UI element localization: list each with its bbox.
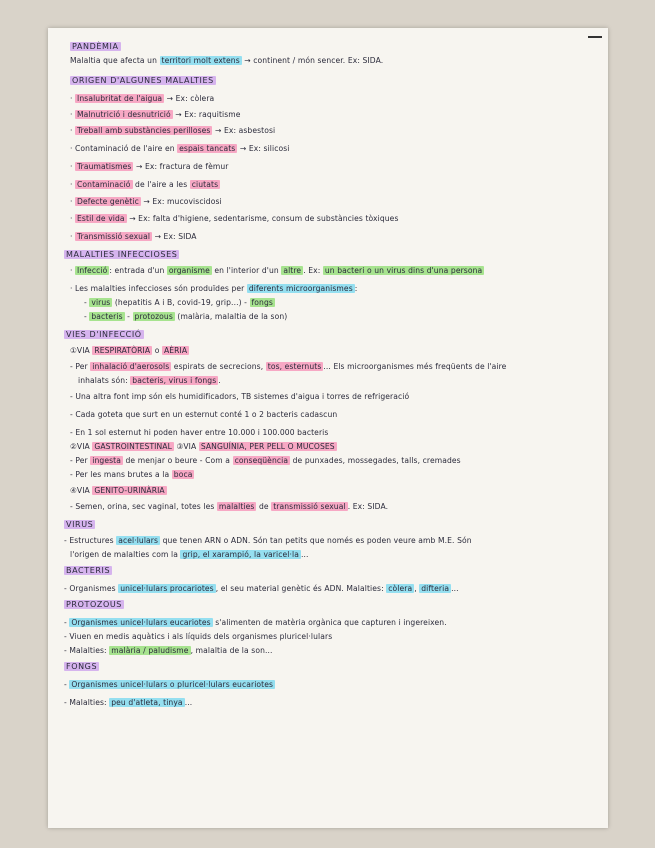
highlighted-text: FONGS [66, 662, 98, 671]
highlighted-text: VIRUS [66, 520, 94, 529]
highlighted-text: diferents microorganismes [248, 284, 353, 293]
highlighted-text: AÈRIA [163, 346, 188, 355]
text-segment: → Ex: mucoviscidosi [140, 197, 222, 206]
highlighted-text: malària / paludisme [111, 646, 189, 655]
highlighted-text: conseqüència [234, 456, 289, 465]
text-segment: , malaltia de la son... [190, 646, 273, 655]
section-heading [70, 76, 216, 85]
highlighted-text: Traumatismes [77, 162, 132, 171]
highlighted-text: VIES D'INFECCIÓ [66, 330, 142, 339]
text-segment: · [70, 162, 76, 171]
text-segment: - Semen, orina, sec vaginal, totes les [70, 502, 217, 511]
text-segment: . [218, 376, 221, 385]
note-line [70, 442, 337, 451]
text-segment: ... [300, 550, 309, 559]
section-heading [64, 250, 179, 259]
highlighted-text: fongs [251, 298, 273, 307]
note-line [70, 162, 229, 171]
text-segment: - Organismes [64, 584, 119, 593]
highlighted-text: Defecte genètic [77, 197, 139, 206]
note-line [70, 470, 194, 479]
text-segment: → Ex: còlera [164, 94, 215, 103]
highlighted-text: Infecció [77, 266, 108, 275]
text-segment: - Una altra font imp són els humidificadors, TB sistemes d'aigua i torres de refrigeració [70, 392, 410, 401]
highlighted-text: protozous [134, 312, 173, 321]
text-segment: VIA [76, 442, 93, 451]
text-segment: · [70, 214, 76, 223]
text-segment: · Les malalties infeccioses són produïdes per [70, 284, 247, 293]
text-segment: - [84, 312, 90, 321]
highlighted-text: MALALTIES INFECCIOSES [66, 250, 178, 259]
highlighted-text: tos, esternuts [267, 362, 322, 371]
note-line [64, 646, 273, 655]
highlighted-text: còlera [388, 584, 413, 593]
section-heading [70, 42, 121, 51]
highlighted-text: peu d'atleta, tinya [111, 698, 183, 707]
note-line [70, 428, 328, 437]
note-line [70, 94, 214, 103]
highlighted-text: ciutats [191, 180, 219, 189]
corner-mark [588, 36, 602, 38]
note-line [84, 312, 287, 321]
text-segment: ... Els microorganismes més freqüents de l'aire [323, 362, 507, 371]
text-segment: → Ex: asbestosi [212, 126, 276, 135]
text-segment: en l'interior d'un [211, 266, 282, 275]
highlighted-text: difteria [421, 584, 450, 593]
text-segment: de l'aire a les [132, 180, 190, 189]
text-segment: (hepatitis A i B, covid-19, grip...) - [112, 298, 250, 307]
highlighted-text: Treball amb substàncies perilloses [77, 126, 211, 135]
text-segment: de menjar o beure - Com a [122, 456, 233, 465]
text-segment: - Cada goteta que surt en un esternut conté 1 o 2 bacteris cadascun [70, 410, 338, 419]
text-segment: o [152, 346, 162, 355]
text-segment: : [354, 284, 358, 293]
text-segment: - Malalties: [64, 698, 110, 707]
text-segment: → Ex: raquitisme [172, 110, 241, 119]
section-heading [64, 520, 95, 529]
text-segment: , el seu material genètic és ADN. Malalties: [215, 584, 387, 593]
note-line [64, 584, 459, 593]
highlighted-text: Insalubritat de l'aigua [77, 94, 163, 103]
text-segment: l'origen de malalties com la [70, 550, 181, 559]
text-segment: · [70, 266, 76, 275]
text-segment: VIA [76, 486, 93, 495]
text-segment: de [256, 502, 272, 511]
highlighted-text: espais tancats [179, 144, 236, 153]
text-segment: → Ex: silicosi [237, 144, 290, 153]
note-line [70, 392, 409, 401]
highlighted-text: Organismes unicel·lulars eucariotes [71, 618, 211, 627]
note-line [70, 410, 337, 419]
highlighted-text: Malnutrició i desnutrició [77, 110, 171, 119]
text-segment: → Ex: SIDA [152, 232, 197, 241]
note-line [64, 698, 192, 707]
highlighted-text: inhalació d'aerosols [92, 362, 170, 371]
text-segment: VIA [76, 346, 93, 355]
highlighted-text: Transmissió sexual [77, 232, 151, 241]
text-segment: ... [184, 698, 193, 707]
note-line [70, 362, 506, 371]
text-segment: - Per [70, 456, 91, 465]
text-segment: · [70, 180, 76, 189]
text-segment: , [414, 584, 420, 593]
highlighted-text: organisme [168, 266, 210, 275]
highlighted-text: PANDÈMIA [72, 42, 119, 51]
text-segment: . Ex: [303, 266, 323, 275]
text-segment: → Ex: fractura de fèmur [133, 162, 229, 171]
note-line [70, 126, 275, 135]
text-segment: · [70, 126, 76, 135]
text-segment: de punxades, mossegades, talls, cremades [290, 456, 461, 465]
text-segment: inhalats són: [78, 376, 131, 385]
text-segment: espirats de secrecions, [171, 362, 266, 371]
section-heading [64, 330, 144, 339]
note-line [70, 214, 399, 223]
highlighted-text: un bacteri o un virus dins d'una persona [324, 266, 483, 275]
text-segment: . Ex: SIDA. [347, 502, 389, 511]
text-segment: · [70, 232, 76, 241]
highlighted-text: SANGUÍNIA, PER PELL O MUCOSES [200, 442, 335, 451]
text-segment: : entrada d'un [109, 266, 167, 275]
section-heading [64, 600, 124, 609]
text-segment: · [70, 110, 76, 119]
text-segment: - [84, 298, 90, 307]
note-line [70, 56, 383, 65]
section-heading [64, 662, 99, 671]
highlighted-text: Estil de vida [77, 214, 125, 223]
note-line [70, 284, 357, 293]
text-segment: → continent / món sencer. Ex: SIDA. [241, 56, 384, 65]
highlighted-text: territori molt extens [161, 56, 240, 65]
highlighted-text: boca [173, 470, 193, 479]
note-line [70, 550, 309, 559]
note-line [84, 298, 275, 307]
notebook-page [48, 28, 608, 828]
note-line [64, 680, 275, 689]
highlighted-text: acel·lulars [118, 536, 159, 545]
text-segment: (malària, malaltia de la son) [174, 312, 288, 321]
note-line [64, 536, 472, 545]
highlighted-text: GENITO-URINÀRIA [94, 486, 165, 495]
highlighted-text: Organismes unicel·lulars o pluricel·lulars eucariotes [71, 680, 274, 689]
text-segment: · Contaminació de l'aire en [70, 144, 178, 153]
highlighted-text: altre [283, 266, 302, 275]
highlighted-text: transmissió sexual [273, 502, 346, 511]
text-segment: → Ex: falta d'higiene, sedentarisme, consum de substàncies tòxiques [126, 214, 399, 223]
text-segment: - En 1 sol esternut hi poden haver entre 10.000 i 100.000 bacteris [70, 428, 329, 437]
text-segment: s'alimenten de matèria orgànica que capturen i ingereixen. [212, 618, 447, 627]
highlighted-text: GASTROINTESTINAL [94, 442, 172, 451]
text-segment: - Malalties: [64, 646, 110, 655]
circled-number: ③ [176, 442, 184, 451]
text-segment: que tenen ARN o ADN. Són tan petits que només es poden veure amb M.E. Són [160, 536, 472, 545]
circled-number: ④ [70, 486, 77, 495]
circled-number: ② [70, 442, 77, 451]
text-segment: - Per [70, 362, 91, 371]
note-line [64, 618, 447, 627]
text-segment: - [64, 618, 70, 627]
text-segment: · [70, 197, 76, 206]
note-line [78, 376, 221, 385]
highlighted-text: malalties [218, 502, 255, 511]
circled-number: ① [70, 346, 77, 355]
note-line [70, 197, 222, 206]
text-segment: - [64, 680, 70, 689]
text-segment: - Per les mans brutes a la [70, 470, 172, 479]
note-line [70, 232, 197, 241]
highlighted-text: PROTOZOUS [66, 600, 122, 609]
text-segment: Malaltia que afecta un [70, 56, 160, 65]
text-segment: - [124, 312, 133, 321]
note-line [64, 632, 332, 641]
highlighted-text: unicel·lulars procariotes [120, 584, 214, 593]
text-segment: - Estructures [64, 536, 117, 545]
text-segment: - Viuen en medis aquàtics i als líquids dels organismes pluricel·lulars [64, 632, 333, 641]
highlighted-text: bacteris [91, 312, 123, 321]
note-line [70, 144, 290, 153]
note-line [70, 502, 388, 511]
note-line [70, 110, 241, 119]
note-line [70, 456, 461, 465]
text-segment: ... [451, 584, 459, 593]
note-line [70, 486, 167, 495]
text-segment: · [70, 94, 76, 103]
highlighted-text: bacteris, virus i fongs [132, 376, 217, 385]
highlighted-text: Contaminació [77, 180, 131, 189]
highlighted-text: ORIGEN D'ALGUNES MALALTIES [72, 76, 214, 85]
text-segment: VIA [183, 442, 199, 451]
highlighted-text: RESPIRATÒRIA [94, 346, 151, 355]
highlighted-text: virus [91, 298, 111, 307]
note-line [70, 346, 189, 355]
note-line [70, 180, 220, 189]
note-line [70, 266, 484, 275]
highlighted-text: grip, el xarampió, la varicel·la [182, 550, 299, 559]
highlighted-text: ingesta [92, 456, 121, 465]
section-heading [64, 566, 112, 575]
highlighted-text: BACTERIS [66, 566, 111, 575]
